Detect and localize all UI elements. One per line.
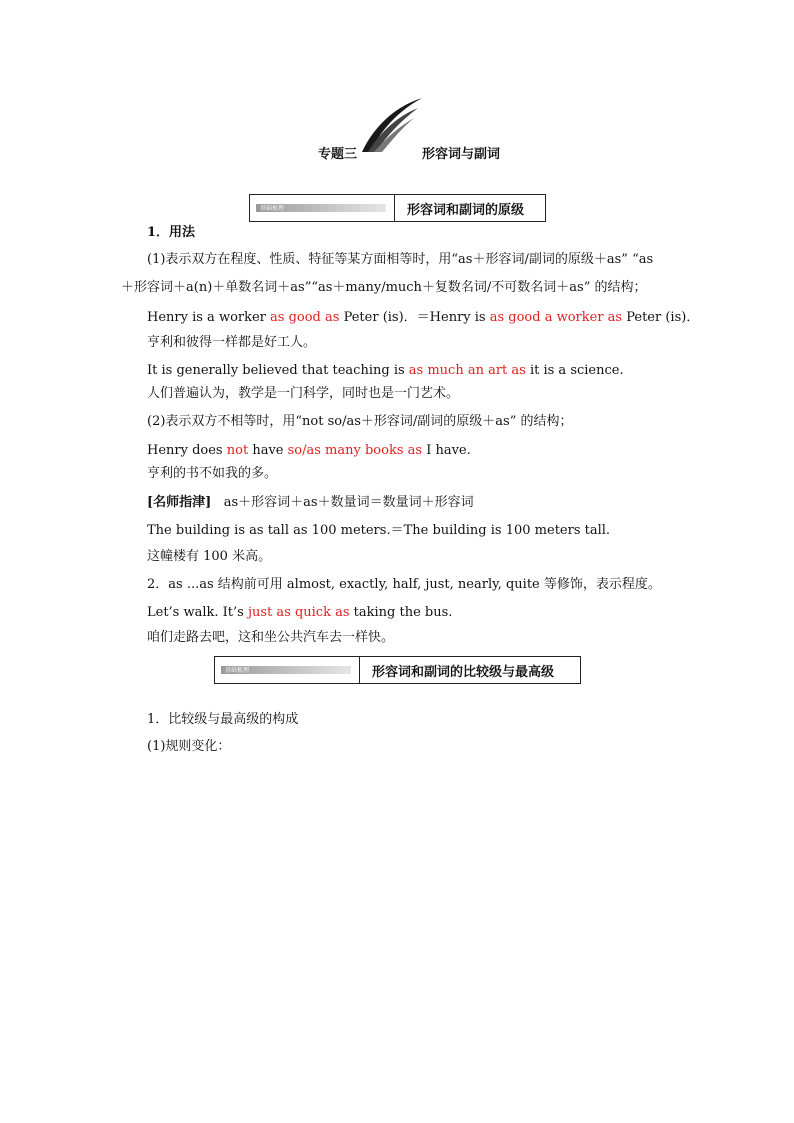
swoosh-logo bbox=[360, 96, 424, 154]
example-text: I have. bbox=[422, 443, 471, 458]
example-text: Henry is a worker bbox=[147, 310, 271, 325]
example-text: taking the bus. bbox=[349, 605, 453, 620]
highlight-text: as much an art as bbox=[408, 363, 526, 378]
tip-label: [名师指津] bbox=[147, 495, 212, 510]
highlight-text: just as quick as bbox=[247, 605, 350, 620]
example-text: It is generally believed that teaching is bbox=[147, 363, 409, 378]
rule-1-line-1: (1)表示双方在程度、性质、特征等某方面相等时，用“as＋形容词/副词的原级＋as” “as bbox=[147, 252, 654, 267]
highlight-text: as good as bbox=[270, 310, 340, 325]
section-title: 形容词和副词的比较级与最高级 bbox=[372, 665, 555, 680]
highlight-text: not bbox=[226, 443, 249, 458]
section-box-positive-degree bbox=[249, 194, 546, 222]
page-title: 形容词与副词 bbox=[422, 147, 501, 162]
example-2-translation: 人们普遍认为，教学是一门科学，同时也是一门艺术。 bbox=[147, 386, 460, 401]
topic-label: 专题三 bbox=[318, 147, 358, 162]
document-header bbox=[318, 143, 501, 162]
example-text: it is a science. bbox=[525, 363, 624, 378]
tip-text: as＋形容词＋as＋数量词＝数量词＋形容词 bbox=[223, 495, 474, 510]
example-text: Peter (is)．＝Henry is bbox=[339, 310, 490, 325]
example-3 bbox=[147, 442, 471, 460]
rule-1-line-2: ＋形容词＋a(n)＋单数名词＋as”“as＋many/much＋复数名词/不可数名词＋as” 的结构； bbox=[121, 280, 647, 295]
example-text: Let’s walk. It’s bbox=[147, 605, 248, 620]
regular-change-subheading: (1)规则变化： bbox=[147, 739, 231, 754]
section-box-comparative-superlative bbox=[214, 656, 581, 684]
section-tag-bar bbox=[221, 666, 351, 674]
example-4-translation: 这幢楼有 100 米高。 bbox=[147, 549, 272, 564]
highlight-text: as good a worker as bbox=[489, 310, 623, 325]
example-1 bbox=[147, 309, 699, 327]
rule-2: (2)表示双方不相等时，用“not so/as＋形容词/副词的原级＋as” 的结构； bbox=[147, 414, 573, 429]
teacher-tip bbox=[147, 494, 474, 512]
section-title: 形容词和副词的原级 bbox=[407, 203, 525, 218]
example-4: The building is as tall as 100 meters.＝The building is 100 meters tall. bbox=[147, 523, 611, 538]
usage-heading: 1．用法 bbox=[147, 225, 196, 240]
section-tag: 基础梳理 bbox=[260, 205, 285, 212]
rule-3: 2．as ...as 结构前可用 almost, exactly, half, just, nearly, quite 等修饰，表示程度。 bbox=[147, 577, 661, 592]
example-text: Henry does bbox=[147, 443, 227, 458]
comparison-heading: 1．比较级与最高级的构成 bbox=[147, 712, 299, 727]
example-text: Peter (is)． bbox=[622, 310, 700, 325]
example-5-translation: 咱们走路去吧，这和坐公共汽车去一样快。 bbox=[147, 630, 395, 645]
example-1-translation: 亨利和彼得一样都是好工人。 bbox=[147, 335, 317, 350]
example-5 bbox=[147, 604, 452, 622]
example-3-translation: 亨利的书不如我的多。 bbox=[147, 466, 278, 481]
section-tag: 基础梳理 bbox=[225, 667, 250, 674]
highlight-text: so/as many books as bbox=[287, 443, 423, 458]
section-tag-bar bbox=[256, 204, 386, 212]
example-text: have bbox=[248, 443, 288, 458]
example-2 bbox=[147, 362, 624, 380]
